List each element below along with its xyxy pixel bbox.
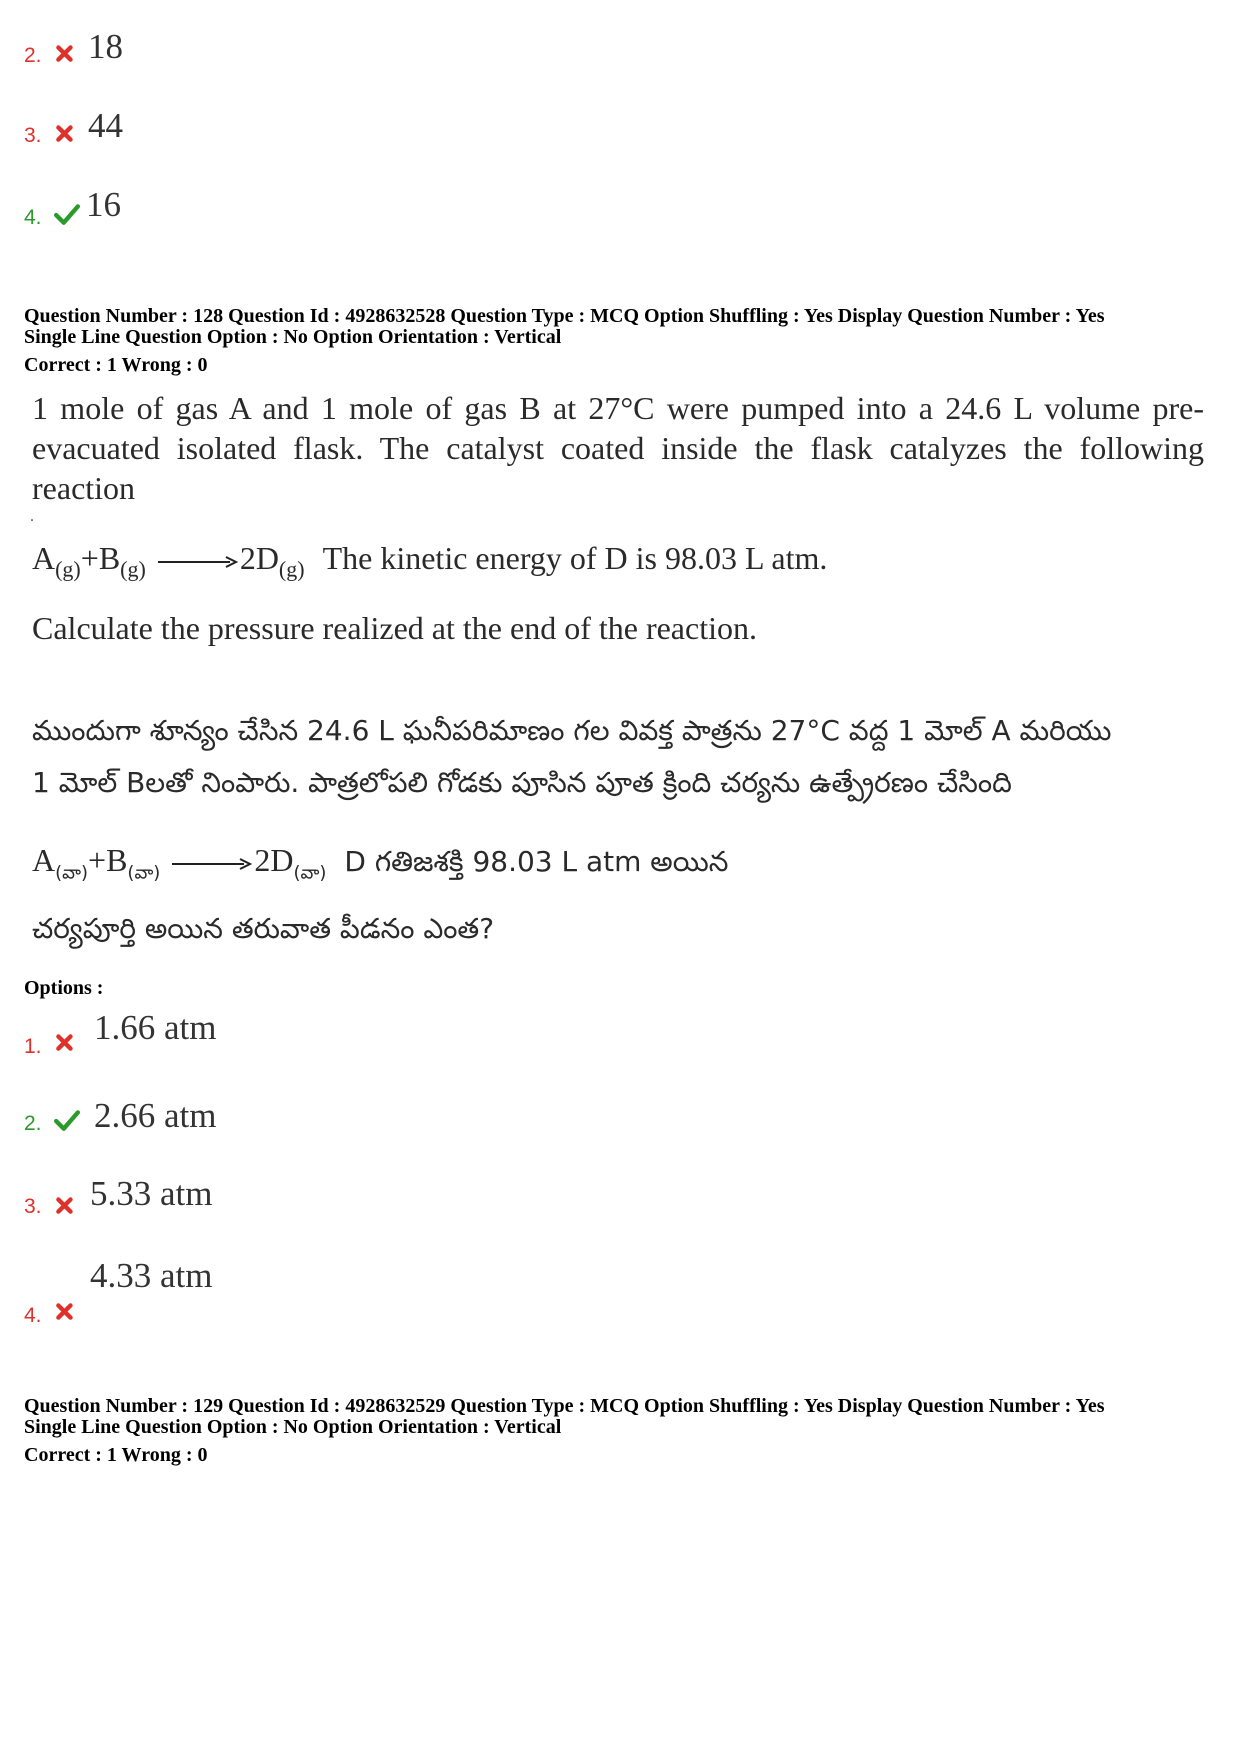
eq-term: 2D bbox=[254, 842, 294, 878]
options-label: Options : bbox=[24, 977, 104, 999]
reaction-arrow-icon bbox=[156, 555, 238, 569]
eq-tail: D గతిజశక్తి 98.03 L atm అయిన bbox=[344, 845, 729, 878]
option-number: 3. bbox=[24, 1195, 42, 1218]
eq-subscript: (g) bbox=[120, 556, 146, 582]
question-meta-line: Question Number : 129 Question Id : 4928632529 Question Type : MCQ Option Shuffling : Yes Display Question Number : Yes bbox=[24, 1395, 1105, 1417]
option-number: 4. bbox=[24, 1304, 42, 1327]
option-value: 2.66 atm bbox=[94, 1096, 217, 1135]
cross-icon bbox=[54, 1031, 76, 1053]
option-number: 4. bbox=[24, 206, 42, 229]
eq-subscript: (g) bbox=[55, 556, 81, 582]
option-row bbox=[24, 106, 624, 170]
cross-icon bbox=[54, 42, 76, 64]
question-prompt-telugu: చర్యపూర్తి అయిన తరువాత పీడనం ఎంత? bbox=[32, 912, 495, 945]
correct-wrong-line: Correct : 1 Wrong : 0 bbox=[24, 354, 208, 376]
eq-subscript: (g) bbox=[278, 556, 305, 582]
cross-icon bbox=[54, 1194, 76, 1216]
stray-dot: . bbox=[30, 508, 34, 525]
reaction-arrow-icon bbox=[170, 857, 252, 871]
option-number: 3. bbox=[24, 124, 42, 147]
check-icon bbox=[54, 1108, 80, 1132]
question-text-english bbox=[32, 388, 1204, 508]
option-row bbox=[24, 1098, 624, 1158]
question-meta-line: Single Line Question Option : No Option Orientation : Vertical bbox=[24, 326, 562, 348]
telugu-line: 1 మోల్ Bలతో నింపారు. పాత్రలోపలి గోడకు పూసిన పూత క్రింది చర్యను ఉత్ప్రేరణం చేసింది bbox=[32, 766, 1012, 799]
correct-wrong-line: Correct : 1 Wrong : 0 bbox=[24, 1444, 208, 1466]
eq-term: +B bbox=[88, 842, 128, 878]
option-row bbox=[24, 1256, 624, 1327]
option-number: 2. bbox=[24, 1112, 42, 1135]
eq-term: 2D bbox=[239, 540, 279, 576]
option-row bbox=[24, 1174, 624, 1240]
question-meta-line: Question Number : 128 Question Id : 4928632528 Question Type : MCQ Option Shuffling : Yes Display Question Number : Yes bbox=[24, 305, 1105, 327]
eq-subscript: (వా) bbox=[127, 862, 161, 884]
option-value: 4.33 atm bbox=[90, 1256, 213, 1295]
option-value: 16 bbox=[86, 185, 121, 224]
option-number: 1. bbox=[24, 1035, 42, 1058]
option-value: 18 bbox=[88, 27, 123, 66]
eq-tail: The kinetic energy of D is 98.03 L atm. bbox=[322, 540, 828, 576]
question-prompt-english: Calculate the pressure realized at the end of the reaction. bbox=[32, 610, 757, 646]
question-paragraph: 1 mole of gas A and 1 mole of gas B at 27°C were pumped into a 24.6 L volume pre-evacuated isolated flask. The catalyst coated inside the flask catalyzes the following reaction bbox=[32, 390, 1204, 506]
option-row bbox=[24, 27, 624, 90]
reaction-equation-telugu bbox=[32, 842, 1204, 887]
option-value: 44 bbox=[88, 106, 123, 145]
question-meta-line: Single Line Question Option : No Option Orientation : Vertical bbox=[24, 1416, 562, 1438]
eq-term: +B bbox=[80, 540, 121, 576]
option-number: 2. bbox=[24, 44, 42, 67]
option-row bbox=[24, 185, 624, 250]
option-value: 5.33 atm bbox=[90, 1174, 213, 1213]
check-icon bbox=[54, 202, 80, 226]
reaction-equation-english bbox=[32, 540, 1204, 582]
eq-term: A bbox=[32, 842, 56, 878]
eq-term: A bbox=[32, 540, 56, 576]
telugu-line: ముందుగా శూన్యం చేసిన 24.6 L ఘనీపరిమాణం గల వివక్త పాత్రను 27°C వద్ద 1 మోల్ A మరియు bbox=[32, 714, 1112, 747]
option-value: 1.66 atm bbox=[94, 1008, 217, 1047]
cross-icon bbox=[54, 122, 76, 144]
eq-subscript: (వా) bbox=[55, 862, 89, 884]
eq-subscript: (వా) bbox=[293, 862, 327, 884]
option-row bbox=[24, 1010, 624, 1070]
cross-icon bbox=[54, 1300, 76, 1322]
